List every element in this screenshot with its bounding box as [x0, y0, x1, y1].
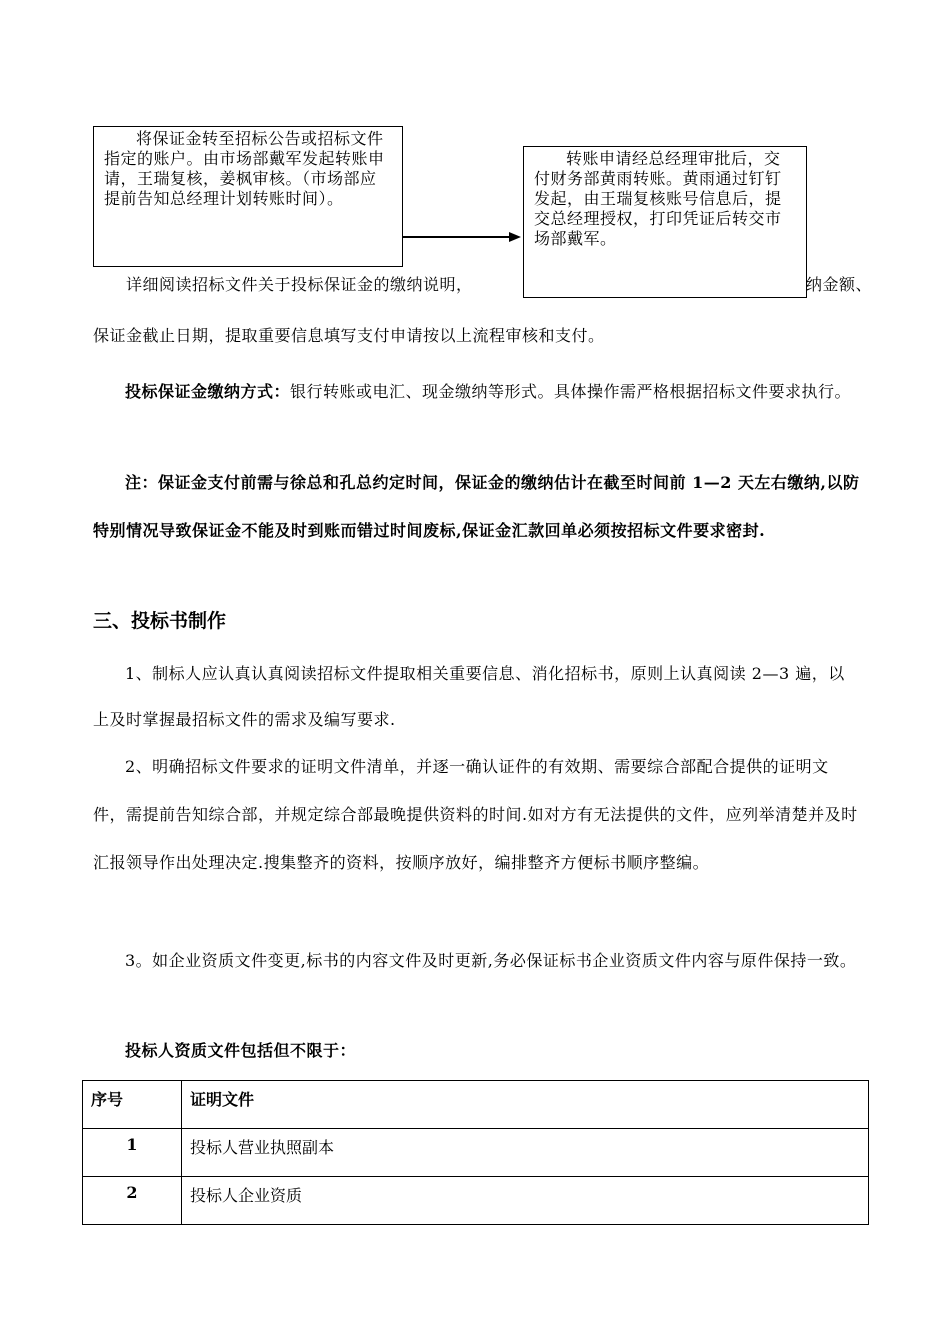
item-3: 3。如企业资质文件变更,标书的内容文件及时更新,务必保证标书企业资质文件内容与原件保持一致。 — [125, 951, 857, 970]
header-no: 序号 — [83, 1081, 182, 1129]
flow-box-transfer-text: 将保证金转至招标公告或招标文件指定的账户。由市场部戴军发起转账申请，王瑞复核，姜枫审核。（市场部应提前告知总经理计划转账时间）。 — [104, 129, 385, 208]
table-header-row — [83, 1081, 869, 1129]
item-1: 1、制标人应认真认真阅读招标文件提取相关重要信息、消化招标书，原则上认真阅读 2—3 遍，以上及时掌握最招标文件的需求及编写要求. — [93, 664, 845, 729]
row-doc: 投标人营业执照副本 — [182, 1129, 869, 1177]
qualification-table — [82, 1080, 869, 1225]
item-2: 2、明确招标文件要求的证明文件清单，并逐一确认证件的有效期、需要综合部配合提供的证明文件，需提前告知综合部，并规定综合部最晚提供资料的时间.如对方有无法提供的文件，应列举清楚并及时汇报领导作出处理决定.搜集整齐的资料，按顺序放好，编排整齐方便标书顺序整编。 — [93, 757, 858, 872]
deposit-note: 注：保证金支付前需与徐总和孔总约定时间，保证金的缴纳估计在截至时间前 1—2 天左右缴纳,以防特别情况导致保证金不能及时到账而错过时间废标,保证金汇款回单必须按招标文件要求密封. — [93, 473, 860, 540]
paragraph-deposit-read — [126, 272, 871, 298]
flow-box-transfer — [93, 126, 403, 267]
payment-method-text: 银行转账或电汇、现金缴纳等形式。具体操作需严格根据招标文件要求执行。 — [290, 382, 852, 401]
row-no: 1 — [83, 1129, 182, 1177]
table-row — [83, 1129, 869, 1177]
paragraph-deposit-read-a: 详细阅读招标文件关于投标保证金的缴纳说明， — [126, 275, 473, 294]
paragraph-deposit-read-cont: 保证金截止日期，提取重要信息填写支付申请按以上流程审核和支付。 — [93, 326, 605, 345]
header-doc: 证明文件 — [182, 1081, 869, 1129]
table-intro: 投标人资质文件包括但不限于： — [125, 1041, 357, 1060]
flow-box-approval-text: 转账申请经总经理审批后，交付财务部黄雨转账。黄雨通过钉钉发起，由王瑞复核账号信息后，提交总经理授权，打印凭证后转交市场部戴军。 — [534, 149, 782, 248]
paragraph-deposit-read-tail: 纳金额、 — [806, 275, 873, 294]
row-doc: 投标人企业资质 — [182, 1177, 869, 1225]
paragraph-payment-method — [93, 368, 861, 416]
section-title: 三、投标书制作 — [93, 610, 227, 632]
payment-method-label: 投标保证金缴纳方式： — [125, 382, 291, 401]
flow-arrow — [403, 227, 527, 247]
table-row — [83, 1177, 869, 1225]
row-no: 2 — [83, 1177, 182, 1225]
